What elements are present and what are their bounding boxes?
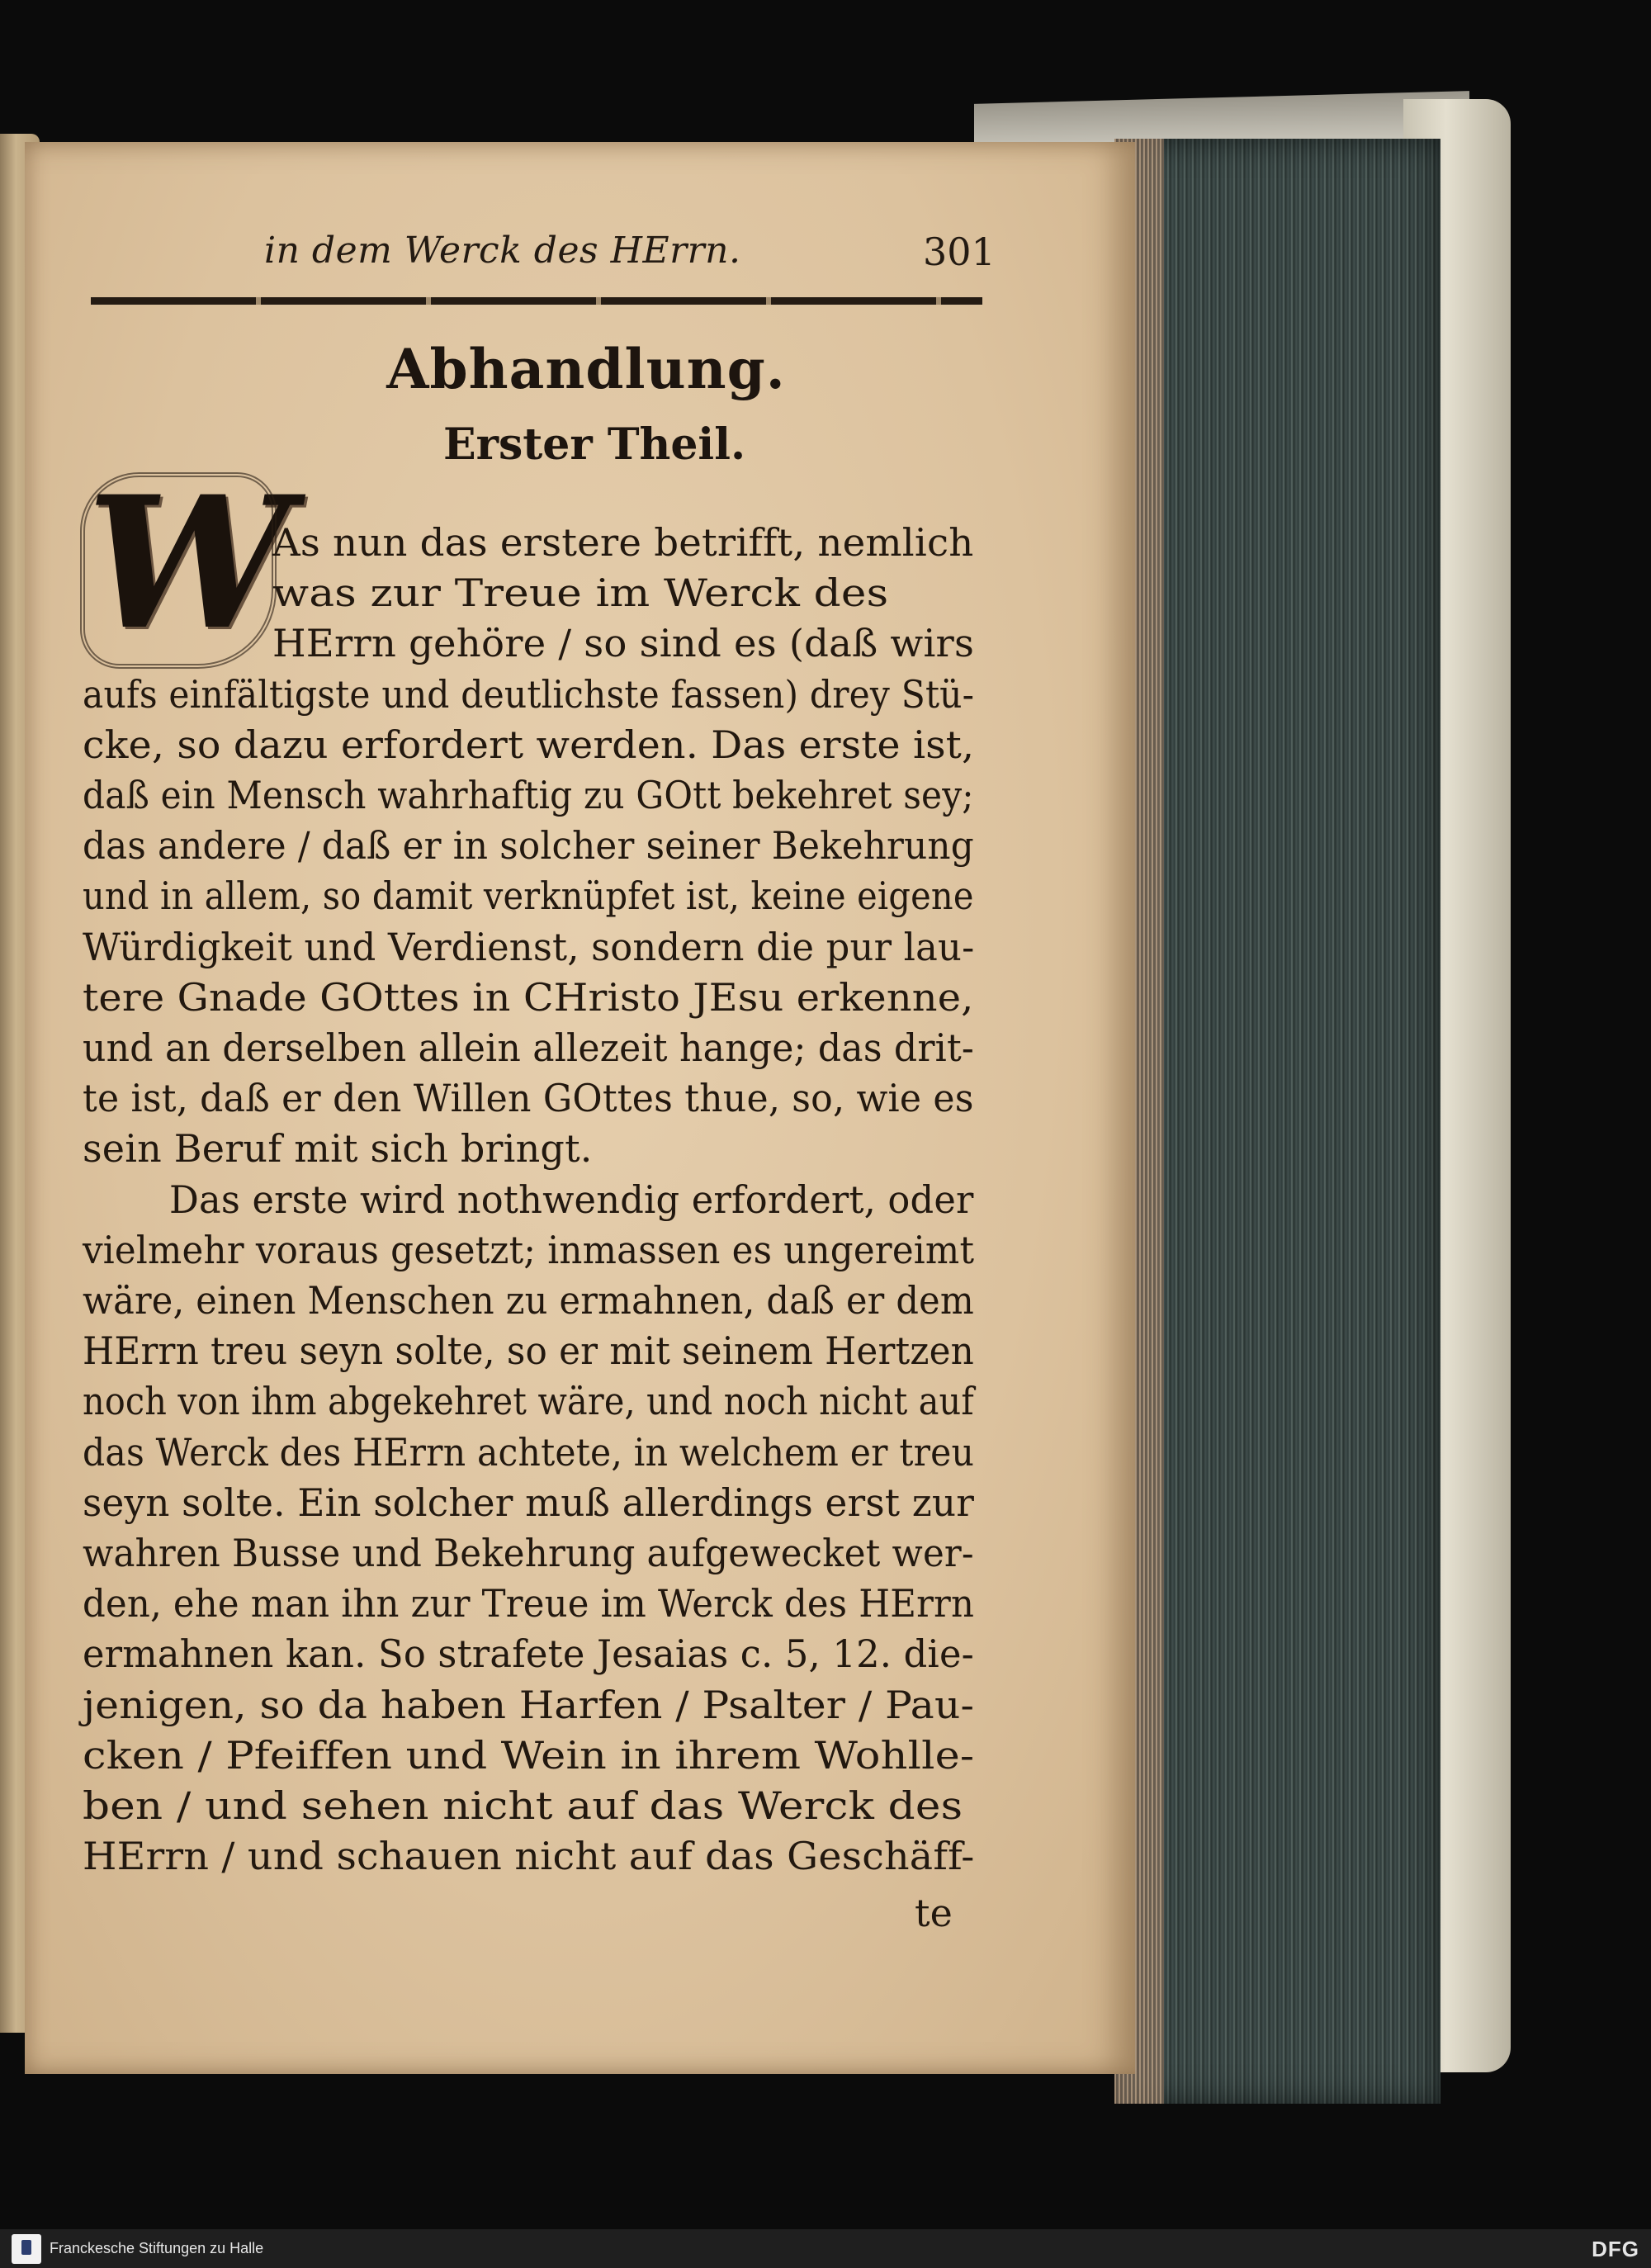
header-rule: [91, 297, 982, 305]
institution-label: Franckesche Stiftungen zu Halle: [50, 2240, 264, 2256]
text-line: te ist, daß er den Willen GOttes thue, so, wie es: [83, 1076, 974, 1121]
institution-logo-icon: [12, 2234, 41, 2264]
page-number: 301: [923, 230, 996, 274]
text-line: ben / und sehen nicht auf das Werck des: [83, 1783, 963, 1828]
text-line: jenigen, so da haben Harfen / Psalter / Pau-: [83, 1682, 975, 1727]
text-line: tere Gnade GOttes in CHristo JEsu erkenne,: [83, 974, 974, 1020]
text-line: HErrn / und schauen nicht auf das Geschäff-: [83, 1834, 975, 1879]
viewer-footer: [0, 2229, 1651, 2268]
text-line: ermahnen kan. So strafete Jesaias c. 5, 12. die-: [83, 1631, 974, 1677]
text-line: Würdigkeit und Verdienst, sondern die pur lau-: [83, 924, 975, 969]
text-line: HErrn treu seyn solte, so er mit seinem Hertzen: [83, 1328, 975, 1374]
text-line: wäre, einen Menschen zu ermahnen, daß er dem: [83, 1278, 974, 1323]
section-title: Abhandlung.: [386, 337, 786, 401]
text-line: den, ehe man ihn zur Treue im Werck des HErrn: [83, 1581, 975, 1626]
section-subtitle: Erster Theil.: [442, 419, 746, 470]
text-line: und in allem, so damit verknüpfet ist, keine eigene: [83, 874, 974, 919]
text-line: HErrn gehöre / so sind es (daß wirs: [272, 621, 975, 666]
text-line: sein Beruf mit sich bringt.: [83, 1126, 593, 1172]
text-line: cke, so dazu erfordert werden. Das erste ist,: [83, 722, 975, 767]
text-line: wahren Busse und Bekehrung aufgewecket wer-: [83, 1531, 974, 1575]
text-line: das Werck des HErrn achtete, in welchem er treu: [83, 1429, 975, 1475]
text-line: cken / Pfeiffen und Wein in ihrem Wohlle-: [83, 1732, 975, 1778]
text-line: vielmehr voraus gesetzt; inmassen es ungereimt: [83, 1227, 975, 1272]
decorated-initial: W: [87, 456, 291, 670]
dfg-logo: DFG: [1592, 2237, 1639, 2261]
text-line: aufs einfältigste und deutlichste fassen) drey Stü-: [83, 671, 975, 717]
text-line: Das erste wird nothwendig erfordert, oder: [169, 1177, 974, 1222]
text-line: As nun das erstere betrifft, nemlich: [272, 520, 974, 565]
text-line: seyn solte. Ein solcher muß allerdings erst zur: [83, 1480, 975, 1525]
text-line: das andere / daß er in solcher seiner Bekehrung: [83, 823, 974, 869]
running-head: in dem Werck des HErrn.: [264, 230, 741, 272]
text-line: noch von ihm abgekehret wäre, und noch nicht auf: [83, 1379, 974, 1424]
catchword: te: [915, 1891, 953, 1935]
text-line: daß ein Mensch wahrhaftig zu GOtt bekehret sey;: [83, 773, 974, 817]
page-block-edges: [1114, 139, 1440, 2104]
text-line: was zur Treue im Werck des: [272, 571, 889, 616]
text-line: und an derselben allein allezeit hange; das drit-: [83, 1025, 975, 1070]
